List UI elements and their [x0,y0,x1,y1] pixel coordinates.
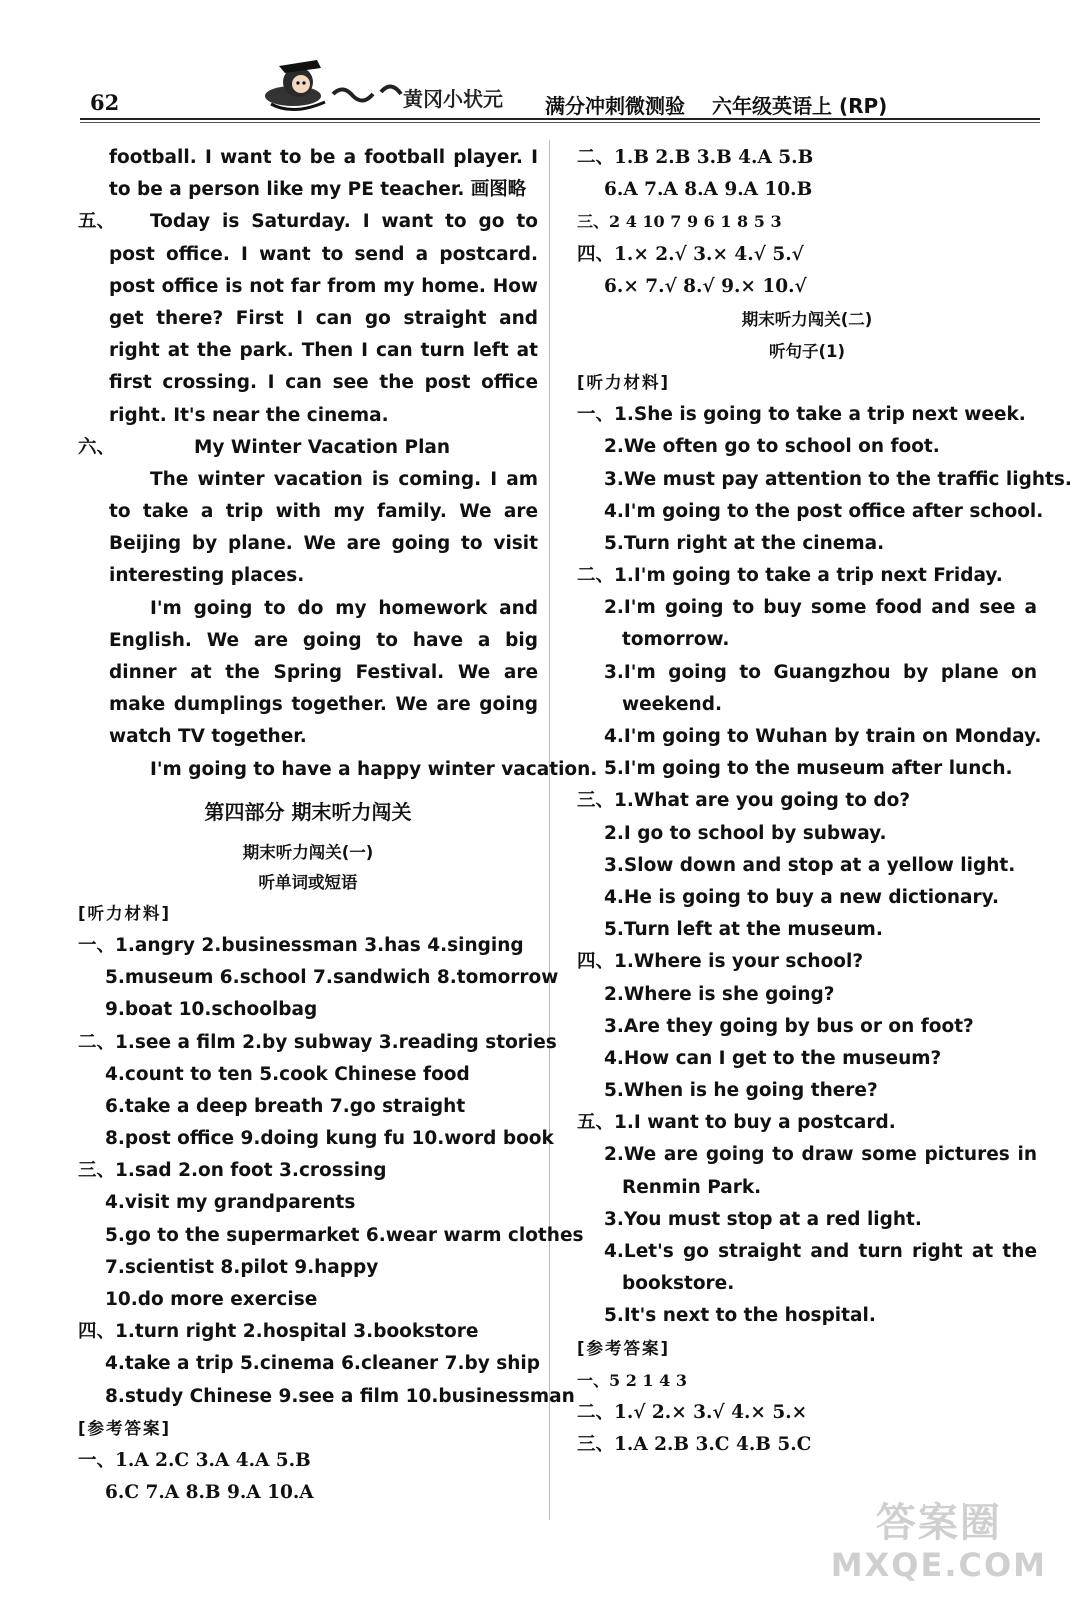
text-line: first crossing. I can see the post office [109,372,538,394]
text-line: I'm going to have a happy winter vacation. [150,758,598,780]
watermark-logo [831,1502,1047,1586]
text-line: make dumplings together. We are going [109,694,538,716]
answer-line: 6.× 7.√ 8.√ 9.× 10.√ [604,275,807,297]
answer-line: 6.C 7.A 8.B 9.A 10.A [105,1482,314,1504]
logo-text: 黄冈小状元 [403,87,503,111]
sentence-line: 五、1.I want to buy a postcard. [577,1112,896,1134]
list-line: 7.scientist 8.pilot 9.happy [105,1256,379,1278]
part-title: 第四部分 期末听力闯关 [204,799,412,824]
list-line: 4.count to ten 5.cook Chinese food [105,1063,470,1085]
sentence-line: 2.We are going to draw some pictures in [604,1144,1037,1166]
text-line: Beijing by plane. We are going to visit [109,533,538,555]
list-line: 6.take a deep breath 7.go straight [105,1095,466,1117]
sentence-line: 2.We often go to school on foot. [604,436,940,458]
list-line: 4.visit my grandparents [105,1192,356,1214]
sentence-line: tomorrow. [622,629,730,651]
list-line: 4.take a trip 5.cinema 6.cleaner 7.by ship [105,1353,540,1375]
watermark-text: 答案圈 [875,1500,1002,1546]
text-line: interesting places. [109,565,305,587]
sentence-line: 3.You must stop at a red light. [604,1208,922,1230]
answer-tag: [参考答案] [577,1338,671,1358]
text-line: Today is Saturday. I want to go to [150,211,538,233]
sentence-line: 一、1.She is going to take a trip next week. [577,404,1026,426]
sentence-line: 5.I'm going to the museum after lunch. [604,758,1013,780]
text-line: football. I want to be a football player. I [109,147,538,168]
sentence-line: 5.It's next to the hospital. [604,1305,876,1327]
sentence-line: 4.I'm going to Wuhan by train on Monday. [604,726,1042,747]
text-line: dinner at the Spring Festival. We are [109,662,538,683]
left-column [78,142,598,1509]
list-line: 5.museum 6.school 7.sandwich 8.tomorrow [105,967,559,989]
sentence-line: weekend. [622,693,722,715]
text-line: English. We are going to have a big [109,629,538,651]
list-line: 三、1.sad 2.on foot 3.crossing [78,1160,387,1182]
section-five-line [78,206,538,238]
answer-line: 6.A 7.A 8.A 9.A 10.B [604,179,813,201]
answer-line: 三、2 4 10 7 9 6 1 8 5 3 [577,212,782,232]
text-line: watch TV together. [109,726,307,748]
sentence-line: 4.I'm going to the post office after school. [604,500,1044,522]
list-line: 9.boat 10.schoolbag [105,999,318,1021]
text-line: to be a person like my PE teacher. 画图略 [109,179,527,201]
page-header [80,50,1040,120]
essay-title: My Winter Vacation Plan [194,436,451,458]
answer-tag: [参考答案] [78,1418,172,1438]
test-subtitle: 听单词或短语 [258,872,358,892]
sentence-line: bookstore. [622,1273,735,1295]
section-number: 六、 [78,436,116,458]
sentence-line: 4.Let's go straight and turn right at the [604,1241,1037,1262]
watermark-url: MXQE.COM [830,1546,1047,1584]
text-line: right at the park. Then I can turn left at [109,340,538,362]
sentence-line: 4.He is going to buy a new dictionary. [604,886,1000,908]
sentence-line: 四、1.Where is your school? [577,951,864,973]
answer-line: 一、1.A 2.C 3.A 4.A 5.B [78,1449,311,1471]
sentence-line: 3.Slow down and stop at a yellow light. [604,854,1016,876]
section-six-line [78,432,538,464]
right-column [577,142,1072,1461]
sentence-line: 5.When is he going there? [604,1080,878,1102]
text-line: get there? First I can go straight and [109,307,538,329]
sentence-line: 三、1.What are you going to do? [577,790,911,812]
sentence-line: 2.Where is she going? [604,983,835,1005]
sentence-line: 5.Turn right at the cinema. [604,532,885,554]
list-line: 10.do more exercise [105,1289,318,1310]
grade-title: 六年级英语上 (RP) [712,94,888,118]
header-rule-thin [80,122,1040,123]
answer-line: 二、1.B 2.B 3.B 4.A 5.B [577,147,814,168]
text-line: The winter vacation is coming. I am [150,468,538,490]
test-title: 期末听力闯关(一) [242,842,374,862]
text-line: I'm going to do my homework and [150,597,538,619]
answer-line: 三、1.A 2.B 3.C 4.B 5.C [577,1434,812,1456]
text-line: right. It's near the cinema. [109,404,389,426]
section-number: 五、 [78,211,116,233]
list-line: 5.go to the supermarket 6.wear warm clothes [105,1224,584,1246]
sentence-line: Renmin Park. [622,1176,762,1198]
material-tag: [听力材料] [577,372,671,392]
material-tag: [听力材料] [78,903,172,923]
sentence-line: 二、1.I'm going to take a trip next Friday. [577,565,1003,587]
answer-line: 一、5 2 1 4 3 [577,1370,687,1390]
sentence-line: 2.I'm going to buy some food and see a [604,597,1037,619]
sentence-line: 3.We must pay attention to the traffic lights. [604,468,1072,490]
sentence-line: 3.I'm going to Guangzhou by plane on [604,661,1037,683]
list-line: 一、1.angry 2.businessman 3.has 4.singing [78,934,524,956]
answer-line: 二、1.√ 2.× 3.√ 4.× 5.× [577,1401,808,1423]
page-number: 62 [90,90,120,115]
series-title: 满分冲刺微测验 [545,94,685,118]
list-line: 8.post office 9.doing kung fu 10.word book [105,1128,554,1150]
sentence-line: 4.How can I get to the museum? [604,1047,942,1069]
sentence-line: 2.I go to school by subway. [604,822,887,844]
column-divider [549,140,550,1520]
text-line: post office. I want to send a postcard. [109,243,538,265]
sentence-line: 5.Turn left at the museum. [604,919,883,941]
list-line: 8.study Chinese 9.see a film 10.businessman [105,1385,575,1407]
test-title: 期末听力闯关(二) [741,309,873,329]
answer-line: 四、1.× 2.√ 3.× 4.√ 5.√ [577,243,804,265]
list-line: 四、1.turn right 2.hospital 3.bookstore [78,1321,479,1343]
list-line: 二、1.see a film 2.by subway 3.reading stories [78,1031,557,1053]
test-subtitle: 听句子(1) [768,341,846,361]
text-line: post office is not far from my home. How [109,275,538,297]
sentence-line: 3.Are they going by bus or on foot? [604,1015,974,1037]
header-rule [80,118,1040,120]
text-line: to take a trip with my family. We are [109,501,538,523]
